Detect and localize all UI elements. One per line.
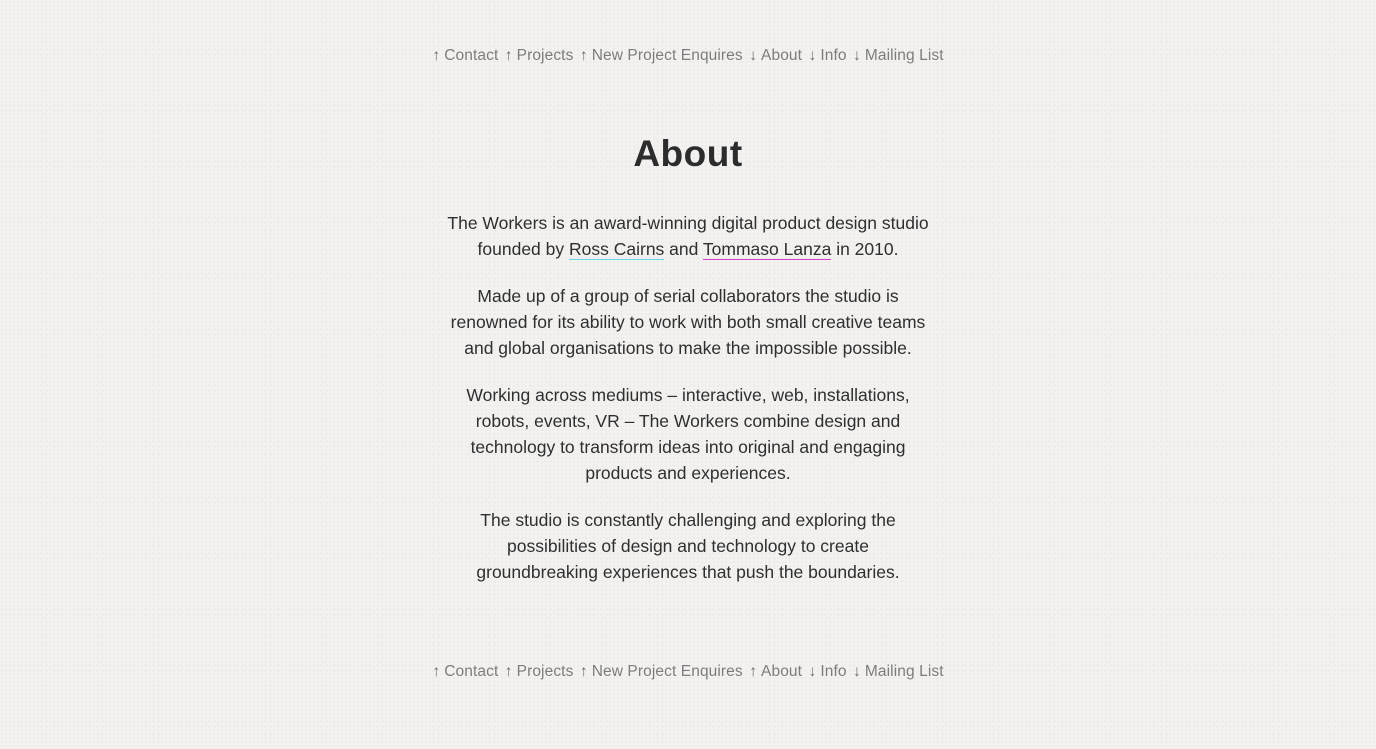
about-content (430, 210, 946, 606)
nav-item-mailing-list[interactable] (853, 47, 944, 65)
intro-paragraph (430, 210, 946, 262)
nav-item-new-project-enquires[interactable] (580, 47, 743, 65)
footer-nav-item-about[interactable] (749, 663, 802, 681)
founder-link-ross-cairns[interactable]: Ross Cairns (569, 239, 665, 259)
paragraph-studio: The studio is constantly challenging and exploring the possibilities of design and technology to create groundbreaking experiences that push the boundaries. (476, 510, 900, 582)
arrow-down-icon: ↓ (853, 47, 861, 64)
founder-link-tommaso-lanza[interactable]: Tommaso Lanza (702, 239, 832, 259)
intro-text-before: The Workers is an award-winning digital product design studio founded by (447, 213, 929, 259)
footer-nav-item-info[interactable] (808, 663, 846, 681)
nav-item-label[interactable]: New Project Enquires (591, 47, 743, 64)
nav-item-label[interactable]: About (761, 663, 803, 680)
nav-item-label[interactable]: Projects (516, 663, 574, 680)
arrow-up-icon: ↑ (579, 47, 588, 64)
arrow-up-icon: ↑ (504, 663, 513, 680)
arrow-down-icon: ↓ (749, 47, 758, 64)
arrow-up-icon: ↑ (579, 663, 588, 680)
footer-nav-item-new-project-enquires[interactable] (580, 663, 743, 681)
arrow-down-icon: ↓ (853, 663, 861, 680)
nav-item-label[interactable]: Mailing List (864, 47, 944, 64)
arrow-down-icon: ↓ (808, 663, 817, 680)
nav-item-label[interactable]: Contact (444, 663, 499, 680)
footer-navigation (0, 663, 1376, 681)
arrow-up-icon: ↑ (432, 663, 441, 680)
intro-text-between: and (664, 239, 703, 259)
paragraph-mediums: Working across mediums – interactive, web, installations, robots, events, VR – The Workers combine design and technology to transform ideas into original and engaging products and experiences. (466, 385, 910, 483)
intro-text-after: in 2010. (831, 239, 899, 259)
nav-item-label[interactable]: Info (820, 663, 847, 680)
footer-nav-item-contact[interactable] (432, 663, 498, 681)
page-title: About (633, 133, 743, 174)
arrow-up-icon: ↑ (432, 47, 441, 64)
footer-nav-item-projects[interactable] (505, 663, 574, 681)
nav-item-label[interactable]: About (761, 47, 803, 64)
footer-nav-item-mailing-list[interactable] (853, 663, 944, 681)
nav-item-label[interactable]: Info (820, 47, 847, 64)
nav-item-label[interactable]: New Project Enquires (591, 663, 743, 680)
top-navigation (0, 47, 1376, 65)
arrow-up-icon: ↑ (504, 47, 513, 64)
nav-item-label[interactable]: Mailing List (864, 663, 944, 680)
arrow-down-icon: ↓ (808, 47, 817, 64)
nav-item-contact[interactable] (432, 47, 498, 65)
paragraph-collaborators: Made up of a group of serial collaborators the studio is renowned for its ability to work with both small creative teams and global organisations to make the impossible possible. (450, 286, 926, 358)
nav-item-label[interactable]: Contact (444, 47, 499, 64)
nav-item-about[interactable] (749, 47, 802, 65)
nav-item-info[interactable] (808, 47, 846, 65)
arrow-up-icon: ↑ (749, 663, 758, 680)
nav-item-label[interactable]: Projects (516, 47, 574, 64)
nav-item-projects[interactable] (505, 47, 574, 65)
